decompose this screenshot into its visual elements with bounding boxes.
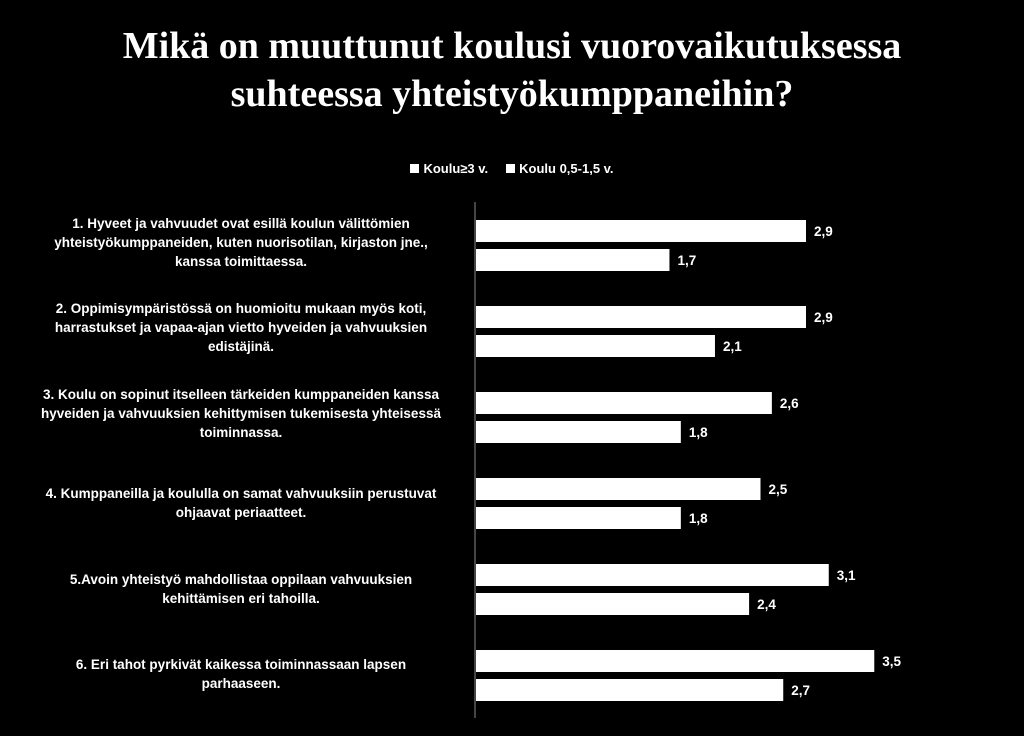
bar-series-1-category-3 [476,392,772,414]
category-label-1-line-1: 1. Hyveet ja vahvuudet ovat esillä koulun välittömien [72,216,410,231]
category-label-5-line-2: kehittämisen eri tahoilla. [162,591,320,606]
category-label-1-line-3: kanssa toimittaessa. [174,254,308,269]
data-label-series-2-category-1: 1,7 [677,253,697,268]
bar-series-2-category-2 [476,335,715,357]
bar-series-1-category-1 [476,220,806,242]
chart-title-line-2: suhteessa yhteistyökumppaneihin? [230,73,794,115]
data-label-series-1-category-4: 2,5 [768,482,788,497]
chart-title-line-1: Mikä on muuttunut koulusi vuorovaikutuksessa [122,25,902,67]
category-label-1-line-2: yhteistyökumppaneiden, kuten nuorisotilan, kirjaston jne., [54,235,428,250]
data-label-series-2-category-6: 2,7 [791,683,811,698]
data-label-series-2-category-5: 2,4 [757,597,776,612]
data-label-series-1-category-6: 3,5 [882,654,902,669]
bar-series-1-category-6 [476,650,874,672]
category-label-2-line-3: edistäjinä. [207,339,275,354]
data-label-series-1-category-2: 2,9 [814,310,833,325]
category-label-4-line-2: ohjaavat periaatteet. [175,505,307,520]
category-label-4-line-1: 4. Kumppaneilla ja koululla on samat vahvuuksiin perustuvat [45,486,437,501]
bar-series-2-category-1 [476,249,669,271]
category-label-3-line-3: toiminnassa. [199,425,283,440]
category-label-2-line-1: 2. Oppimisympäristössä on huomioitu mukaan myös koti, [55,301,427,316]
bar-series-1-category-2 [476,306,806,328]
legend-label-koulu-3v: Koulu≥3 v. [423,161,489,176]
data-label-series-2-category-3: 1,8 [688,425,708,440]
category-label-3-line-2: hyveiden ja vahvuuksien kehittymisen tukemisesta yhteisessä [41,406,441,421]
category-label-5-line-1: 5.Avoin yhteistyö mahdollistaa oppilaan vahvuuksien [69,572,413,587]
data-label-series-1-category-5: 3,1 [836,568,856,583]
category-label-2-line-2: harrastukset ja vapaa-ajan vietto hyveiden ja vahvuuksien [54,320,428,335]
bar-series-2-category-4 [476,507,681,529]
bar-series-1-category-4 [476,478,760,500]
data-label-series-1-category-1: 2,9 [814,224,833,239]
data-label-series-2-category-2: 2,1 [722,339,742,354]
data-label-series-2-category-4: 1,8 [688,511,708,526]
bar-series-2-category-6 [476,679,783,701]
category-label-3-line-1: 3. Koulu on sopinut itselleen tärkeiden kumppaneiden kanssa [42,387,440,402]
bar-series-2-category-5 [476,593,749,615]
bar-series-1-category-5 [476,564,829,586]
data-label-series-1-category-3: 2,6 [779,396,799,411]
legend-label-koulu-05-15v: Koulu 0,5-1,5 v. [519,161,614,176]
category-label-6-line-1: 6. Eri tahot pyrkivät kaikessa toiminnassaan lapsen [75,657,407,672]
category-label-6-line-2: parhaaseen. [201,676,281,691]
bar-series-2-category-3 [476,421,681,443]
